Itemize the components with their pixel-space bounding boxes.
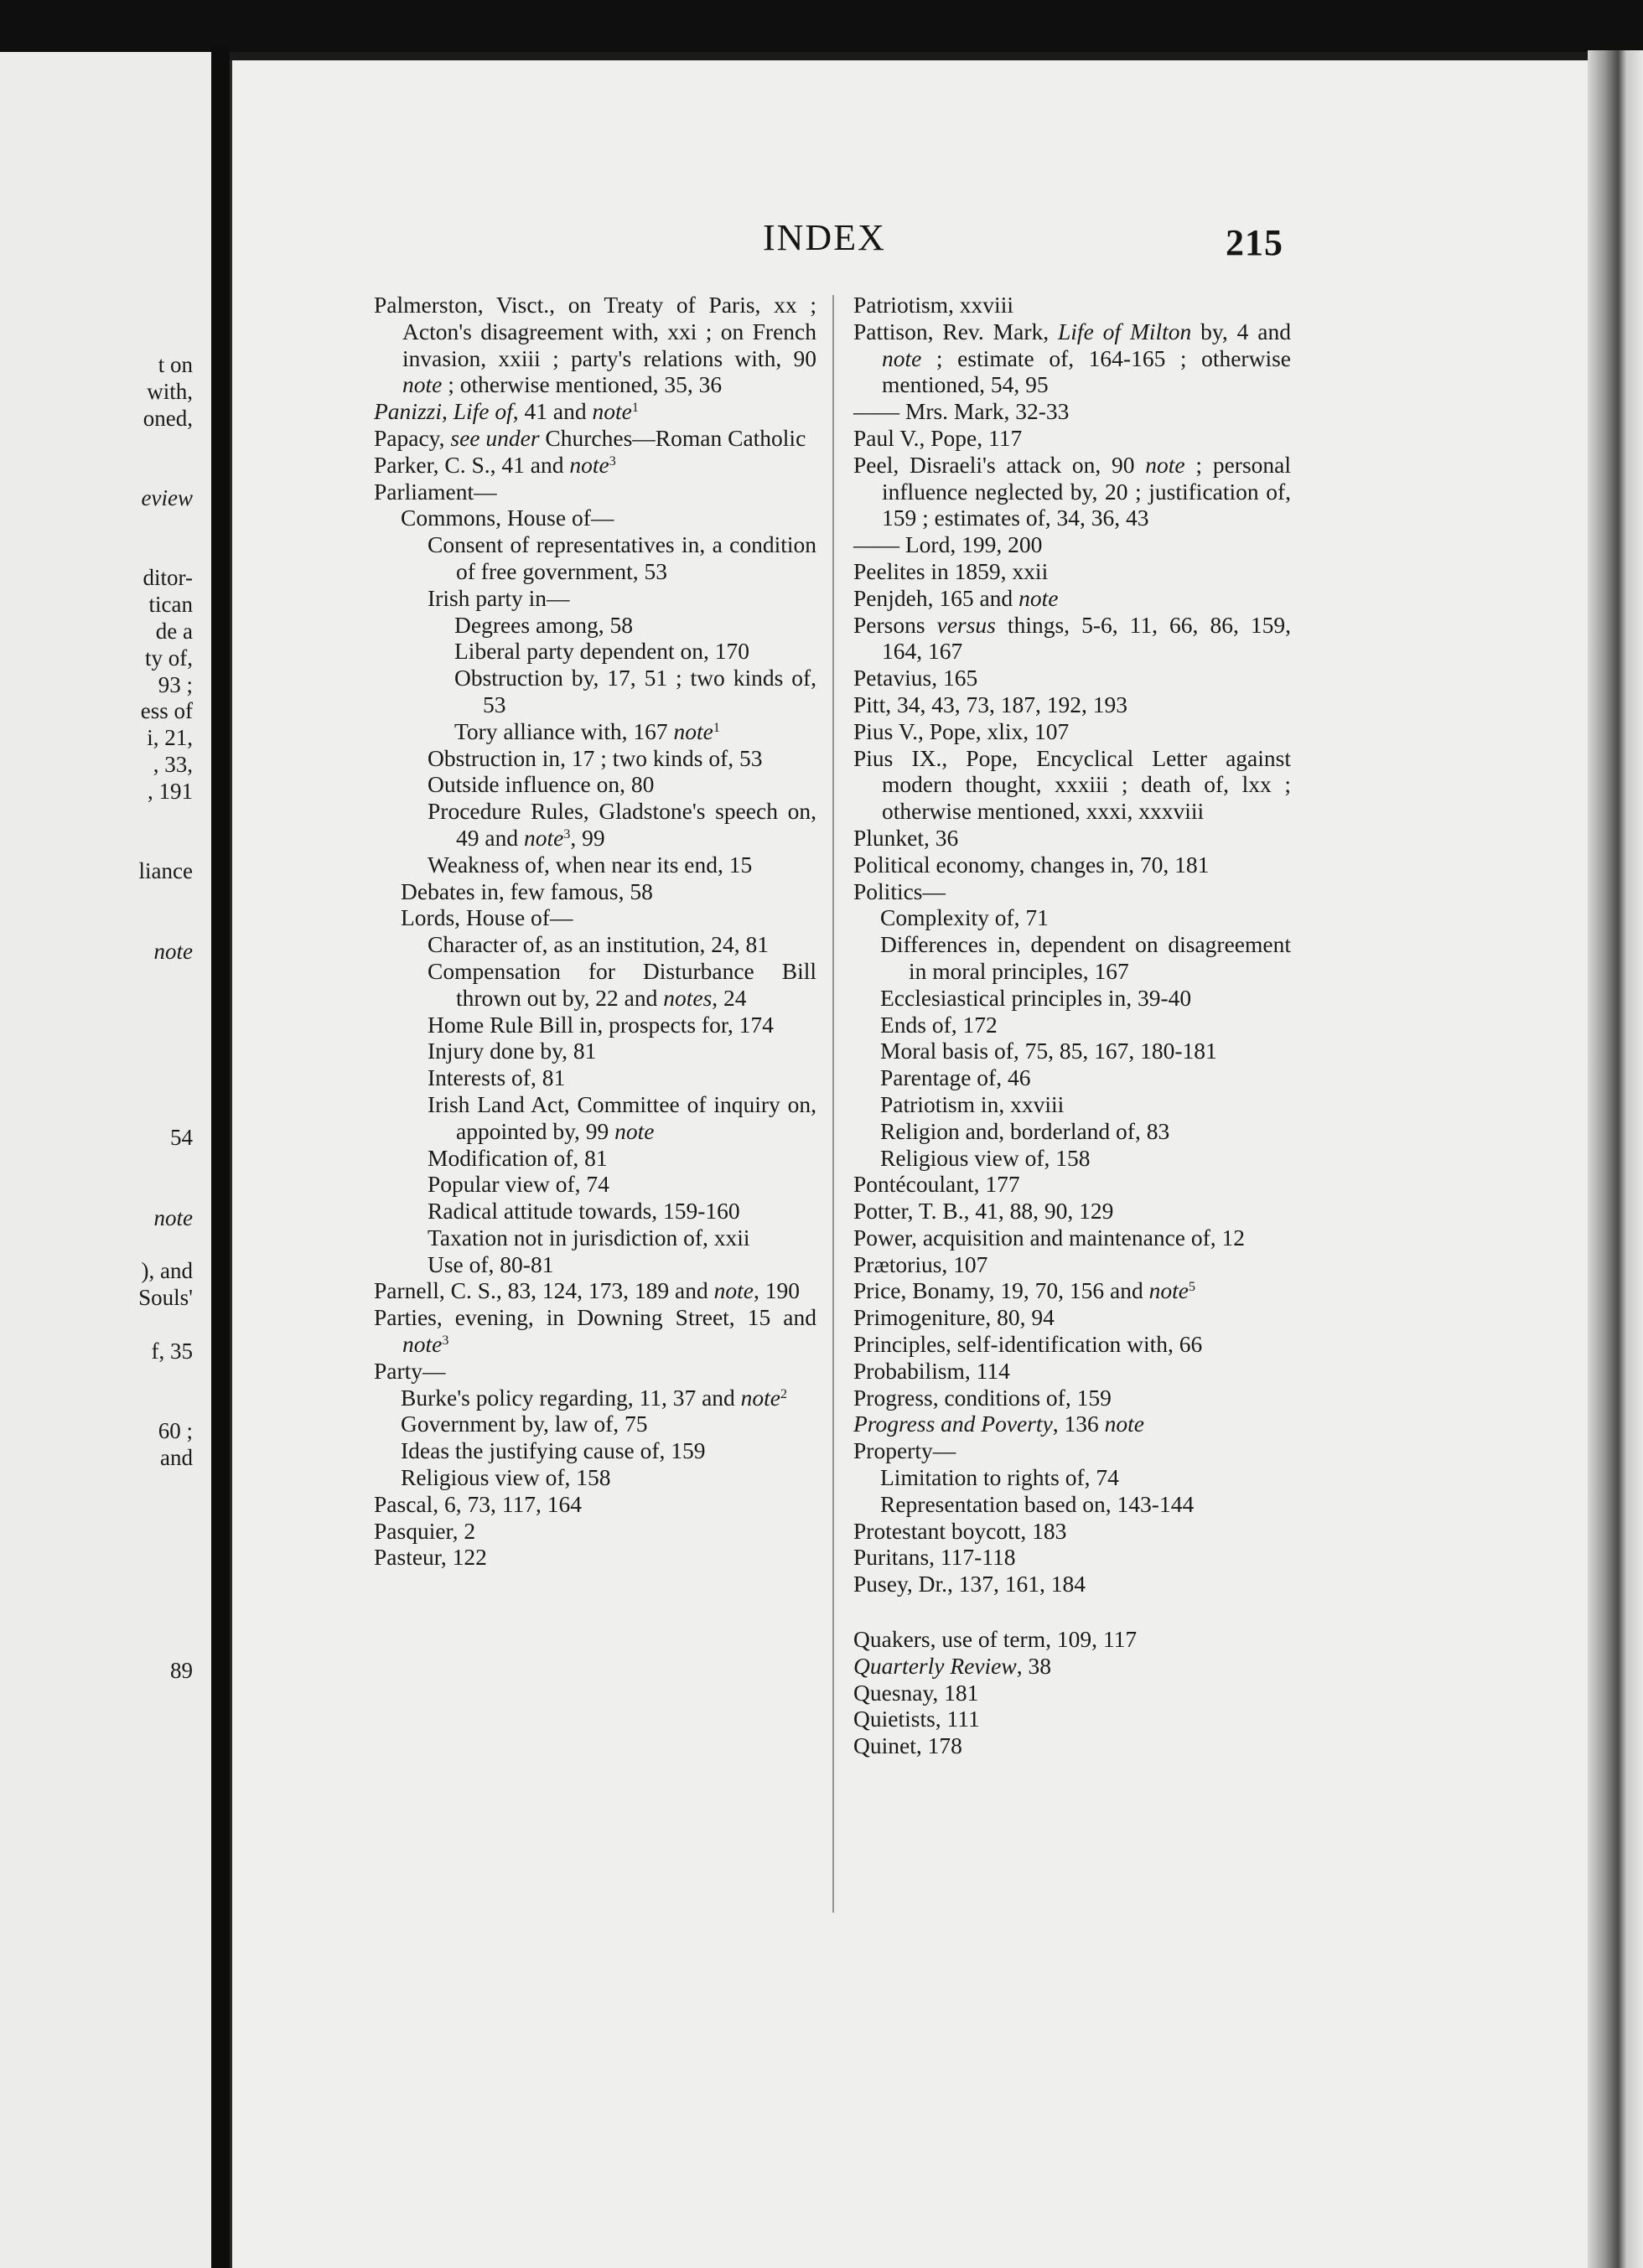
index-entry: Pontécoulant, 177 (853, 1171, 1020, 1198)
fragment-line: f, 35 (151, 1338, 193, 1364)
index-subentry: Complexity of, 71 (880, 904, 1049, 931)
fragment-line: i, 21, (147, 725, 193, 751)
scan-top-border (0, 0, 1643, 52)
index-entry: Pusey, Dr., 137, 161, 184 (853, 1571, 1086, 1597)
fragment-line: , 191 (148, 778, 193, 804)
index-entry: Peel, Disraeli's attack on, 90 note ; personal influence neglected by, 20 ; justification of, 159 ; estimates of, 34, 36, 43 (853, 451, 1291, 531)
fragment-line: and (160, 1444, 193, 1470)
index-subentry: Religious view of, 158 (401, 1464, 611, 1491)
index-entry: Politics— (853, 878, 946, 904)
index-subentry: Ideas the justifying cause of, 159 (401, 1437, 706, 1464)
fragment-line: with, (147, 378, 193, 404)
index-subentry: Modification of, 81 (428, 1144, 608, 1171)
index-subentry: Use of, 80-81 (428, 1251, 554, 1277)
index-entry: Quietists, 111 (853, 1706, 980, 1732)
index-entry: Parliament— (374, 478, 497, 505)
index-subentry: Injury done by, 81 (428, 1038, 597, 1064)
index-entry: Power, acquisition and maintenance of, 12 (853, 1224, 1246, 1251)
index-subentry: Differences in, dependent on disagreement in moral principles, 167 (880, 931, 1291, 984)
column-divider (832, 295, 834, 1913)
index-subentry: Representation based on, 143-144 (880, 1490, 1195, 1517)
fragment-line: oned, (143, 405, 193, 431)
index-subentry: Home Rule Bill in, prospects for, 174 (428, 1011, 774, 1038)
index-subentry: Character of, as an institution, 24, 81 (428, 931, 770, 958)
index-subentry: Patriotism in, xxviii (880, 1090, 1065, 1117)
page-title: INDEX (763, 217, 886, 258)
index-entry: Property— (853, 1437, 956, 1464)
fragment-line: liance (138, 858, 193, 884)
index-subentry: Degrees among, 58 (454, 611, 634, 638)
index-entry: Peelites in 1859, xxii (853, 557, 1049, 584)
running-header (0, 216, 1643, 267)
index-entry: Party— (374, 1357, 446, 1384)
index-entry: Potter, T. B., 41, 88, 90, 129 (853, 1198, 1114, 1225)
index-entry: Primogeniture, 80, 94 (853, 1304, 1055, 1331)
index-subentry: Parentage of, 46 (880, 1064, 1031, 1091)
fragment-line: eview (141, 485, 193, 510)
index-subentry: Weakness of, when near its end, 15 (428, 851, 753, 878)
index-column-left (374, 292, 816, 1571)
index-subentry: Compensation for Disturbance Bill thrown out by, 22 and notes, 24 (428, 957, 816, 1011)
index-entry: Persons versus things, 5-6, 11, 66, 86, 159, 164, 167 (853, 611, 1292, 665)
index-entry: —— Lord, 199, 200 (853, 531, 1043, 558)
index-entry: Pitt, 34, 43, 73, 187, 192, 193 (853, 691, 1127, 717)
index-entry: Parker, C. S., 41 and note$^3$ (374, 451, 616, 478)
section-gap (853, 1597, 1291, 1626)
index-subentry: Debates in, few famous, 58 (401, 878, 653, 904)
index-subentry: Outside influence on, 80 (428, 771, 655, 798)
index-subentry: Liberal party dependent on, 170 (454, 638, 750, 665)
index-entry: Principles, self-identification with, 66 (853, 1331, 1203, 1358)
index-subentry: Ecclesiastical principles in, 39-40 (880, 984, 1192, 1011)
index-entry: Paul V., Pope, 117 (853, 424, 1023, 451)
index-entry: Quesnay, 181 (853, 1679, 979, 1706)
index-entry: Patriotism, xxviii (853, 292, 1013, 318)
index-entry: Pasteur, 122 (374, 1544, 487, 1571)
fragment-line: ditor- (143, 565, 193, 591)
index-entry: Pattison, Rev. Mark, Life of Milton by, 4 and note ; estimate of, 164-165 ; otherwise mentioned, 54, 95 (853, 318, 1291, 398)
index-subentry: Radical attitude towards, 159-160 (428, 1198, 740, 1225)
index-subentry: Tory alliance with, 167 note$^1$ (454, 717, 720, 744)
fragment-line: ess of (140, 698, 193, 724)
index-entry: Palmerston, Visct., on Treaty of Paris, xx ; Acton's disagreement with, xxi ; on French invasion, xxiii ; party's relations with, 90 note ; otherwise mentioned, 35, 36 (374, 292, 816, 398)
index-subentry: Procedure Rules, Gladstone's speech on, 49 and note$^3$, 99 (428, 798, 816, 851)
index-entry: Progress, conditions of, 159 (853, 1384, 1112, 1411)
index-subentry: Limitation to rights of, 74 (880, 1464, 1119, 1491)
index-entry: —— Mrs. Mark, 32-33 (853, 398, 1070, 425)
index-entry: Protestant boycott, 183 (853, 1517, 1067, 1544)
index-column-right (853, 292, 1291, 1759)
index-subentry: Government by, law of, 75 (401, 1411, 648, 1437)
index-entry: Quakers, use of term, 109, 117 (853, 1626, 1138, 1653)
index-entry: Puritans, 117-118 (853, 1544, 1016, 1571)
index-entry: Penjdeh, 165 and note (853, 584, 1059, 611)
fragment-line: de a (155, 619, 193, 644)
index-subentry: Irish Land Act, Committee of inquiry on, appointed by, 99 note (428, 1090, 816, 1144)
fragment-line: ty of, (145, 645, 193, 671)
index-entry: Probabilism, 114 (853, 1357, 1010, 1384)
index-subentry: Interests of, 81 (428, 1064, 566, 1091)
index-entry: Progress and Poverty, 136 note (853, 1411, 1145, 1437)
page-edge (1588, 50, 1643, 2268)
fragment-line: 93 ; (158, 671, 193, 697)
index-entry: Pascal, 6, 73, 117, 164 (374, 1490, 582, 1517)
fragment-line: t on (158, 352, 193, 377)
fragment-line: 54 (170, 1125, 193, 1151)
index-entry: Pius V., Pope, xlix, 107 (853, 717, 1070, 744)
index-subentry: Obstruction in, 17 ; two kinds of, 53 (428, 744, 763, 771)
facing-page-fragment (0, 52, 211, 2268)
index-entry: Parties, evening, in Downing Street, 15 and note$^3$ (374, 1304, 816, 1358)
fragment-line: note (153, 1204, 193, 1230)
fragment-line: Souls' (138, 1285, 193, 1310)
index-subentry: Religious view of, 158 (880, 1144, 1091, 1171)
index-subentry: Burke's policy regarding, 11, 37 and note$^2$ (401, 1384, 788, 1411)
index-entry: Parnell, C. S., 83, 124, 173, 189 and note, 190 (374, 1277, 800, 1304)
index-subentry: Lords, House of— (401, 904, 573, 931)
index-entry: Political economy, changes in, 70, 181 (853, 851, 1210, 878)
fragment-line: 89 (170, 1658, 193, 1684)
index-subentry: Popular view of, 74 (428, 1171, 609, 1198)
index-entry: Pasquier, 2 (374, 1517, 476, 1544)
index-subentry: Consent of representatives in, a condition of free government, 53 (428, 531, 816, 584)
index-entry: Prætorius, 107 (853, 1251, 988, 1277)
index-entry: Quinet, 178 (853, 1732, 962, 1759)
fragment-line: , 33, (153, 752, 193, 777)
index-entry: Quarterly Review, 38 (853, 1652, 1051, 1679)
index-subentry: Ends of, 172 (880, 1011, 998, 1038)
fragment-line: note (153, 938, 193, 964)
book-gutter (211, 46, 230, 2268)
index-entry: Papacy, see under Churches—Roman Catholic (374, 424, 806, 451)
fragment-line: ), and (141, 1258, 193, 1284)
index-subentry: Taxation not in jurisdiction of, xxii (428, 1224, 750, 1251)
index-entry: Plunket, 36 (853, 824, 959, 851)
index-subentry: Commons, House of— (401, 505, 614, 531)
index-subentry: Moral basis of, 75, 85, 167, 180-181 (880, 1038, 1217, 1064)
fragment-line: 60 ; (158, 1418, 193, 1443)
index-entry: Panizzi, Life of, 41 and note$^1$ (374, 398, 639, 425)
index-entry: Pius IX., Pope, Encyclical Letter against modern thought, xxxiii ; death of, lxx ; otherwise mentioned, xxxi, xxxviii (853, 744, 1291, 825)
index-subentry: Religion and, borderland of, 83 (880, 1117, 1170, 1144)
page-number: 215 (1226, 222, 1283, 263)
index-subentry: Irish party in— (428, 584, 570, 611)
fragment-line: tican (148, 592, 193, 618)
index-entry: Petavius, 165 (853, 665, 978, 691)
index-subentry: Obstruction by, 17, 51 ; two kinds of, 53 (454, 665, 816, 717)
index-entry: Price, Bonamy, 19, 70, 156 and note$^5$ (853, 1277, 1195, 1304)
